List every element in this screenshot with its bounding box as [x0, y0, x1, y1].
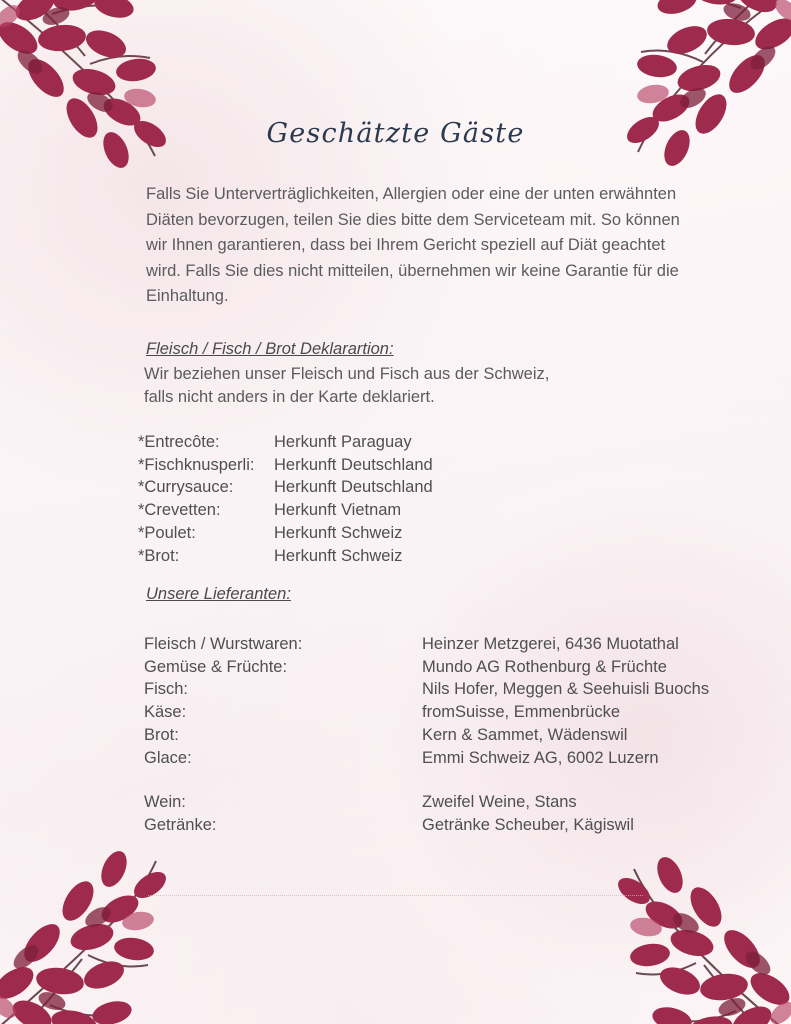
supplier-name: Emmi Schweiz AG, 6002 Luzern [422, 748, 659, 767]
declaration-origin: Herkunft Schweiz [274, 546, 403, 565]
list-item [138, 431, 618, 454]
supplier-category: Brot: [144, 725, 179, 744]
table-row [144, 656, 744, 679]
declaration-item: *Entrecôte: [138, 433, 220, 451]
supplier-category: Glace: [144, 748, 192, 767]
supplier-name: Heinzer Metzgerei, 6436 Muotathal [422, 635, 679, 653]
supplier-name: Zweifel Weine, Stans [422, 793, 577, 812]
declaration-origin: Herkunft Paraguay [274, 433, 412, 451]
declaration-origin: Herkunft Vietnam [274, 501, 402, 520]
page-title: Geschätzte Gäste [266, 118, 525, 149]
intro-paragraph: Falls Sie Unterverträglichkeiten, Allergien oder eine der unten erwähnten Diäten bevorzugen, teilen Sie dies bitte dem Serviceteam mit. So können wir Ihnen garantieren, dass bei Ihrem Gericht speziell auf Diät geachtet wird. Falls Sie dies nicht mitteilen, übernehmen wir keine Garantie für die Einhaltung. [146, 185, 680, 305]
declaration-item: *Fischknusperli: [138, 455, 255, 474]
declaration-list [138, 431, 618, 567]
supplier-category: Fleisch / Wurstwaren: [144, 635, 303, 653]
supplier-name: Kern & Sammet, Wädenswil [422, 725, 628, 744]
list-item [138, 454, 618, 477]
supplier-category: Getränke: [144, 815, 217, 834]
declaration-item: *Brot: [138, 546, 180, 565]
declaration-note-line-2: falls nicht anders in der Karte deklariert. [144, 388, 435, 406]
declaration-origin: Herkunft Deutschland [274, 455, 433, 474]
table-row [144, 633, 744, 656]
spacer [144, 769, 744, 791]
supplier-category: Wein: [144, 793, 186, 812]
list-item [138, 545, 618, 568]
declaration-origin: Herkunft Deutschland [274, 478, 433, 497]
supplier-name: Mundo AG Rothenburg & Früchte [422, 657, 667, 676]
divider [148, 895, 643, 896]
table-row [144, 747, 744, 770]
supplier-category: Käse: [144, 703, 187, 722]
declaration-heading: Fleisch / Fisch / Brot Deklarartion: [146, 340, 394, 358]
declaration-item: *Crevetten: [138, 501, 221, 520]
declaration-note [144, 363, 664, 409]
declaration-item: *Currysauce: [138, 478, 234, 497]
list-item [138, 476, 618, 499]
suppliers-heading: Unsere Lieferanten: [146, 585, 291, 603]
supplier-category: Gemüse & Früchte: [144, 657, 288, 676]
declaration-note-line-1: Wir beziehen unser Fleisch und Fisch aus der Schweiz, [144, 365, 550, 383]
supplier-name: fromSuisse, Emmenbrücke [422, 703, 621, 722]
suppliers-list [144, 633, 744, 837]
supplier-category: Fisch: [144, 680, 189, 699]
table-row [144, 724, 744, 747]
supplier-name: Getränke Scheuber, Kägiswil [422, 815, 634, 834]
list-item [138, 522, 618, 545]
table-row [144, 814, 744, 837]
declaration-item: *Poulet: [138, 523, 196, 542]
table-row [144, 701, 744, 724]
list-item [138, 499, 618, 522]
supplier-name: Nils Hofer, Meggen & Seehuisli Buochs [422, 680, 710, 699]
table-row [144, 678, 744, 701]
declaration-origin: Herkunft Schweiz [274, 523, 403, 542]
table-row [144, 791, 744, 814]
